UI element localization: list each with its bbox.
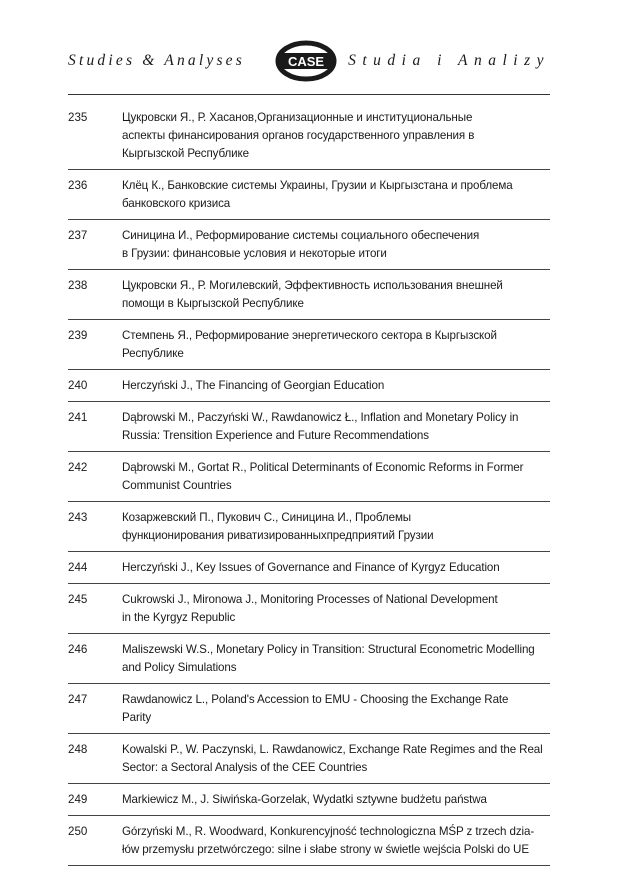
- entry-number: 240: [68, 379, 88, 392]
- list-item: [68, 734, 550, 784]
- list-item: [68, 220, 550, 270]
- entry-text: Стемпень Я., Реформирование энергетического сектора в Кыргызской Республике: [122, 329, 497, 360]
- entry-text: Синицина И., Реформирование системы социального обеспечения в Грузии: финансовые условия и некоторые итоги: [122, 229, 480, 260]
- entry-text: Dąbrowski M., Gortat R., Political Determinants of Economic Reforms in Former Communist Countries: [122, 461, 524, 492]
- list-item: [68, 634, 550, 684]
- entry-number: 235: [68, 111, 88, 124]
- entry-number: 245: [68, 593, 88, 606]
- entry-number: 244: [68, 561, 88, 574]
- list-item: [68, 102, 550, 170]
- entry-text: Козаржевский П., Пукович С., Синицина И., Проблемы функционирования риватизированныхпредприятий Грузии: [122, 511, 434, 542]
- entry-number: 246: [68, 643, 88, 656]
- entry-number: 237: [68, 229, 88, 242]
- entry-text: Цукровски Я., Р. Хасанов,Организационные и институциональные аспекты финансирования органов государственного управления в Кыргызской Республике: [122, 111, 475, 160]
- list-item: [68, 452, 550, 502]
- list-item: [68, 402, 550, 452]
- entry-text: Цукровски Я., Р. Могилевский, Эффективность использования внешней помощи в Кыргызской Республике: [122, 279, 503, 310]
- list-item: [68, 684, 550, 734]
- list-item: [68, 320, 550, 370]
- entry-text: Rawdanowicz L., Poland's Accession to EMU - Choosing the Exchange Rate Parity: [122, 693, 509, 724]
- list-item: [68, 270, 550, 320]
- case-logo: [274, 40, 338, 82]
- list-item: [68, 170, 550, 220]
- entry-text: Kowalski P., W. Paczynski, L. Rawdanowicz, Exchange Rate Regimes and the Real Sector: a Sectoral Analysis of the CEE Countries: [122, 743, 543, 774]
- header-title-right: Studia i Analizy: [348, 52, 550, 69]
- entry-number: 247: [68, 693, 88, 706]
- entry-number: 249: [68, 793, 88, 806]
- list-item: [68, 502, 550, 552]
- publication-list: [68, 102, 550, 866]
- page-header: [68, 40, 550, 84]
- entry-text: Клёц К., Банковские системы Украины, Грузии и Кыргызстана и проблема банковского кризиса: [122, 179, 513, 210]
- header-title-left: Studies & Analyses: [68, 52, 245, 69]
- entry-text: Cukrowski J., Mironowa J., Monitoring Processes of National Development in the Kyrgyz Republic: [122, 593, 498, 624]
- list-item: [68, 784, 550, 816]
- entry-text: Dąbrowski M., Paczyński W., Rawdanowicz Ł., Inflation and Monetary Policy in Russia: Trensition Experience and Future Recommendations: [122, 411, 519, 442]
- entry-text: Markiewicz M., J. Siwińska-Gorzelak, Wydatki sztywne budżetu państwa: [122, 793, 487, 806]
- list-item: [68, 370, 550, 402]
- entry-number: 239: [68, 329, 88, 342]
- list-item: [68, 584, 550, 634]
- list-item: [68, 816, 550, 866]
- case-logo-text: CASE: [287, 54, 325, 69]
- entry-text: Maliszewski W.S., Monetary Policy in Transition: Structural Econometric Modelling and Policy Simulations: [122, 643, 535, 674]
- header-rule: [68, 94, 550, 95]
- entry-number: 243: [68, 511, 88, 524]
- entry-number: 238: [68, 279, 88, 292]
- entry-text: Górzyński M., R. Woodward, Konkurencyjność technologiczna MŚP z trzech dzia- łów przemysłu przetwórczego: silne i słabe strony w świetle wejścia Polski do UE: [122, 825, 535, 856]
- entry-number: 241: [68, 411, 88, 424]
- entry-number: 242: [68, 461, 88, 474]
- entry-number: 236: [68, 179, 88, 192]
- entry-text: Herczyński J., The Financing of Georgian Education: [122, 379, 385, 392]
- entry-number: 248: [68, 743, 88, 756]
- entry-number: 250: [68, 825, 88, 838]
- list-item: [68, 552, 550, 584]
- entry-text: Herczyński J., Key Issues of Governance and Finance of Kyrgyz Education: [122, 561, 500, 574]
